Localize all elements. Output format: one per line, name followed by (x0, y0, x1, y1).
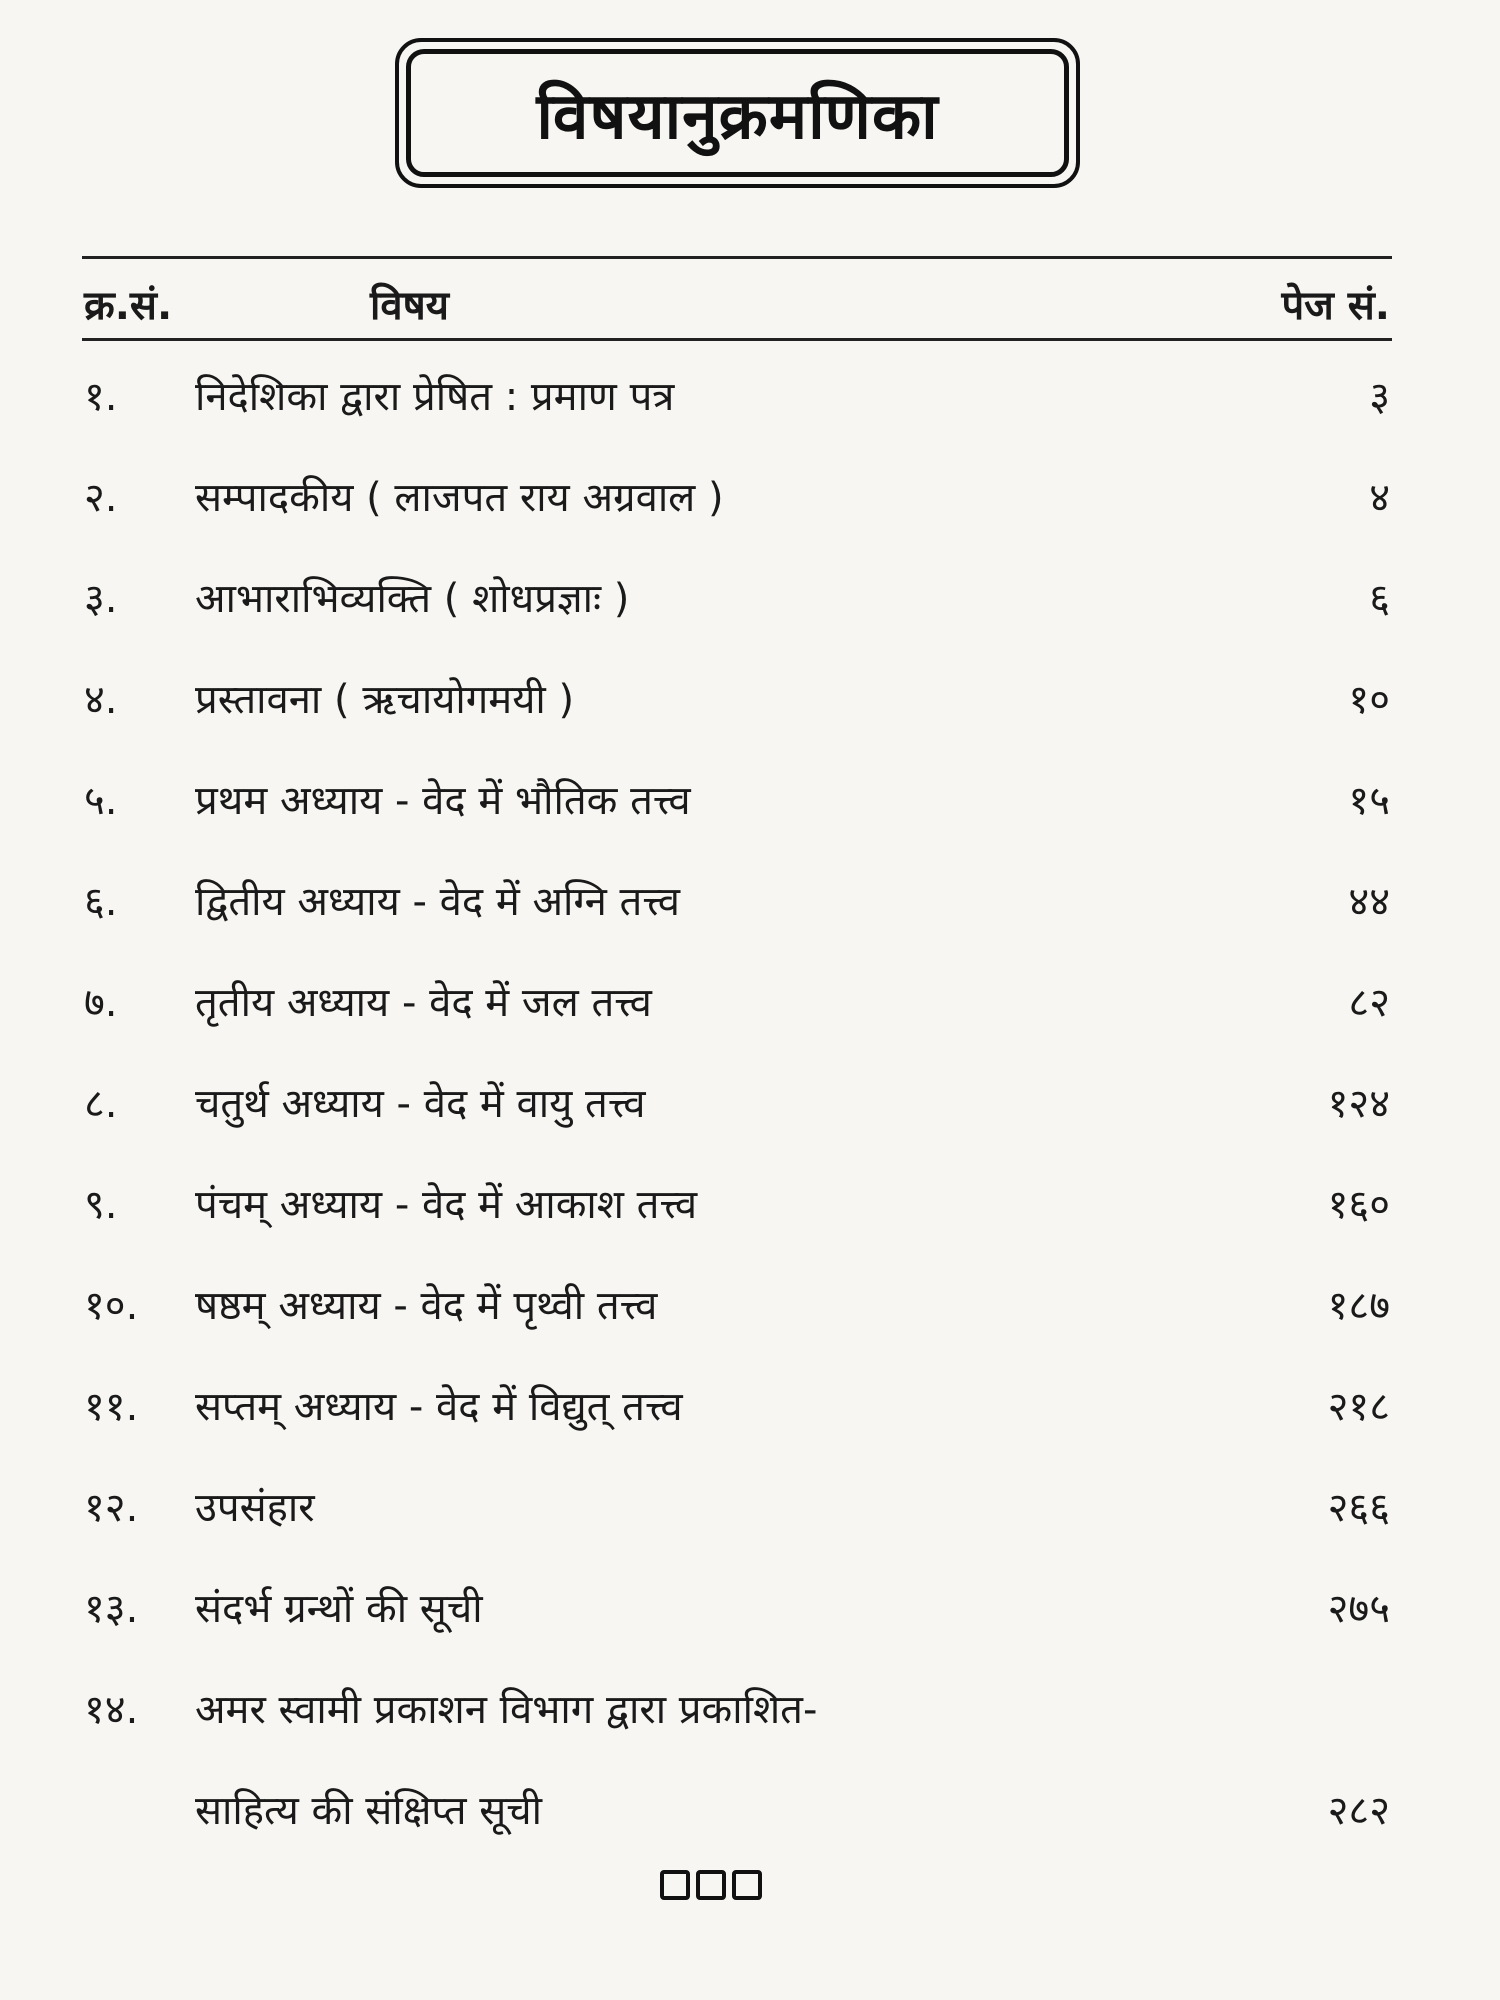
entry-number: १०. (84, 1283, 139, 1329)
entry-page: १० (1348, 677, 1390, 723)
entry-number: ३. (84, 576, 118, 622)
toc-entry (0, 665, 1500, 735)
entry-number: १. (84, 374, 118, 420)
entry-page: २८२ (1327, 1788, 1390, 1834)
toc-entry (0, 1473, 1500, 1543)
entry-subject: साहित्य की संक्षिप्त सूची (195, 1788, 543, 1834)
entry-number: २. (84, 475, 118, 521)
toc-entry (0, 1574, 1500, 1644)
entry-page: ३ (1369, 374, 1390, 420)
entry-number: ७. (84, 980, 118, 1026)
entry-page: ४ (1369, 475, 1390, 521)
entry-subject: संदर्भ ग्रन्थों की सूची (195, 1586, 483, 1632)
entry-number: १२. (84, 1485, 139, 1531)
entry-subject: आभाराभिव्यक्ति ( शोधप्रज्ञाः ) (195, 576, 630, 622)
entry-subject: द्वितीय अध्याय - वेद में अग्नि तत्त्व (195, 879, 681, 925)
entry-page: १६० (1327, 1182, 1390, 1228)
entry-page: १८७ (1327, 1283, 1390, 1329)
header-page-number: पेज सं. (1281, 283, 1390, 329)
entry-subject: सम्पादकीय ( लाजपत राय अग्रवाल ) (195, 475, 724, 521)
entry-subject: पंचम् अध्याय - वेद में आकाश तत्त्व (195, 1182, 698, 1228)
toc-entry (0, 1271, 1500, 1341)
toc-entry (0, 362, 1500, 432)
toc-entry (0, 867, 1500, 937)
toc-entry (0, 463, 1500, 533)
entry-subject: षष्ठम् अध्याय - वेद में पृथ्वी तत्त्व (195, 1283, 658, 1329)
toc-entry (0, 1675, 1500, 1745)
entry-subject: सप्तम् अध्याय - वेद में विद्युत् तत्त्व (195, 1384, 683, 1430)
entry-page: २६६ (1327, 1485, 1390, 1531)
end-ornament (660, 1870, 762, 1900)
entry-subject: निदेशिका द्वारा प्रेषित : प्रमाण पत्र (195, 374, 675, 420)
square-ornament-icon (732, 1870, 762, 1900)
entry-page: १५ (1348, 778, 1390, 824)
square-ornament-icon (660, 1870, 690, 1900)
entry-number: १३. (84, 1586, 139, 1632)
entry-page: २७५ (1327, 1586, 1390, 1632)
page-title: विषयानुक्रमणिका (406, 49, 1069, 177)
entry-page: १२४ (1327, 1081, 1390, 1127)
entry-number: ५. (84, 778, 118, 824)
entry-page: ८२ (1348, 980, 1390, 1026)
toc-entry (0, 766, 1500, 836)
entry-page: ६ (1369, 576, 1390, 622)
entry-subject: प्रस्तावना ( ऋचायोगमयी ) (195, 677, 575, 723)
entry-number: १४. (84, 1687, 139, 1733)
entry-page: ४४ (1348, 879, 1390, 925)
entry-page: २१८ (1327, 1384, 1390, 1430)
entry-subject: अमर स्वामी प्रकाशन विभाग द्वारा प्रकाशित- (195, 1687, 818, 1733)
entry-subject: तृतीय अध्याय - वेद में जल तत्त्व (195, 980, 652, 1026)
toc-entry (0, 968, 1500, 1038)
toc-entry (0, 1170, 1500, 1240)
entry-number: ९. (84, 1182, 118, 1228)
toc-entry-continued (0, 1776, 1500, 1846)
entry-number: ६. (84, 879, 118, 925)
header-subject: विषय (370, 283, 449, 329)
entry-subject: प्रथम अध्याय - वेद में भौतिक तत्त्व (195, 778, 691, 824)
square-ornament-icon (696, 1870, 726, 1900)
toc-entry (0, 564, 1500, 634)
toc-entry (0, 1069, 1500, 1139)
entry-number: ८. (84, 1081, 118, 1127)
header-serial-number: क्र.सं. (84, 283, 173, 329)
entry-subject: चतुर्थ अध्याय - वेद में वायु तत्त्व (195, 1081, 646, 1127)
entry-number: ११. (84, 1384, 139, 1430)
toc-entry (0, 1372, 1500, 1442)
entry-subject: उपसंहार (195, 1485, 315, 1531)
entry-number: ४. (84, 677, 118, 723)
